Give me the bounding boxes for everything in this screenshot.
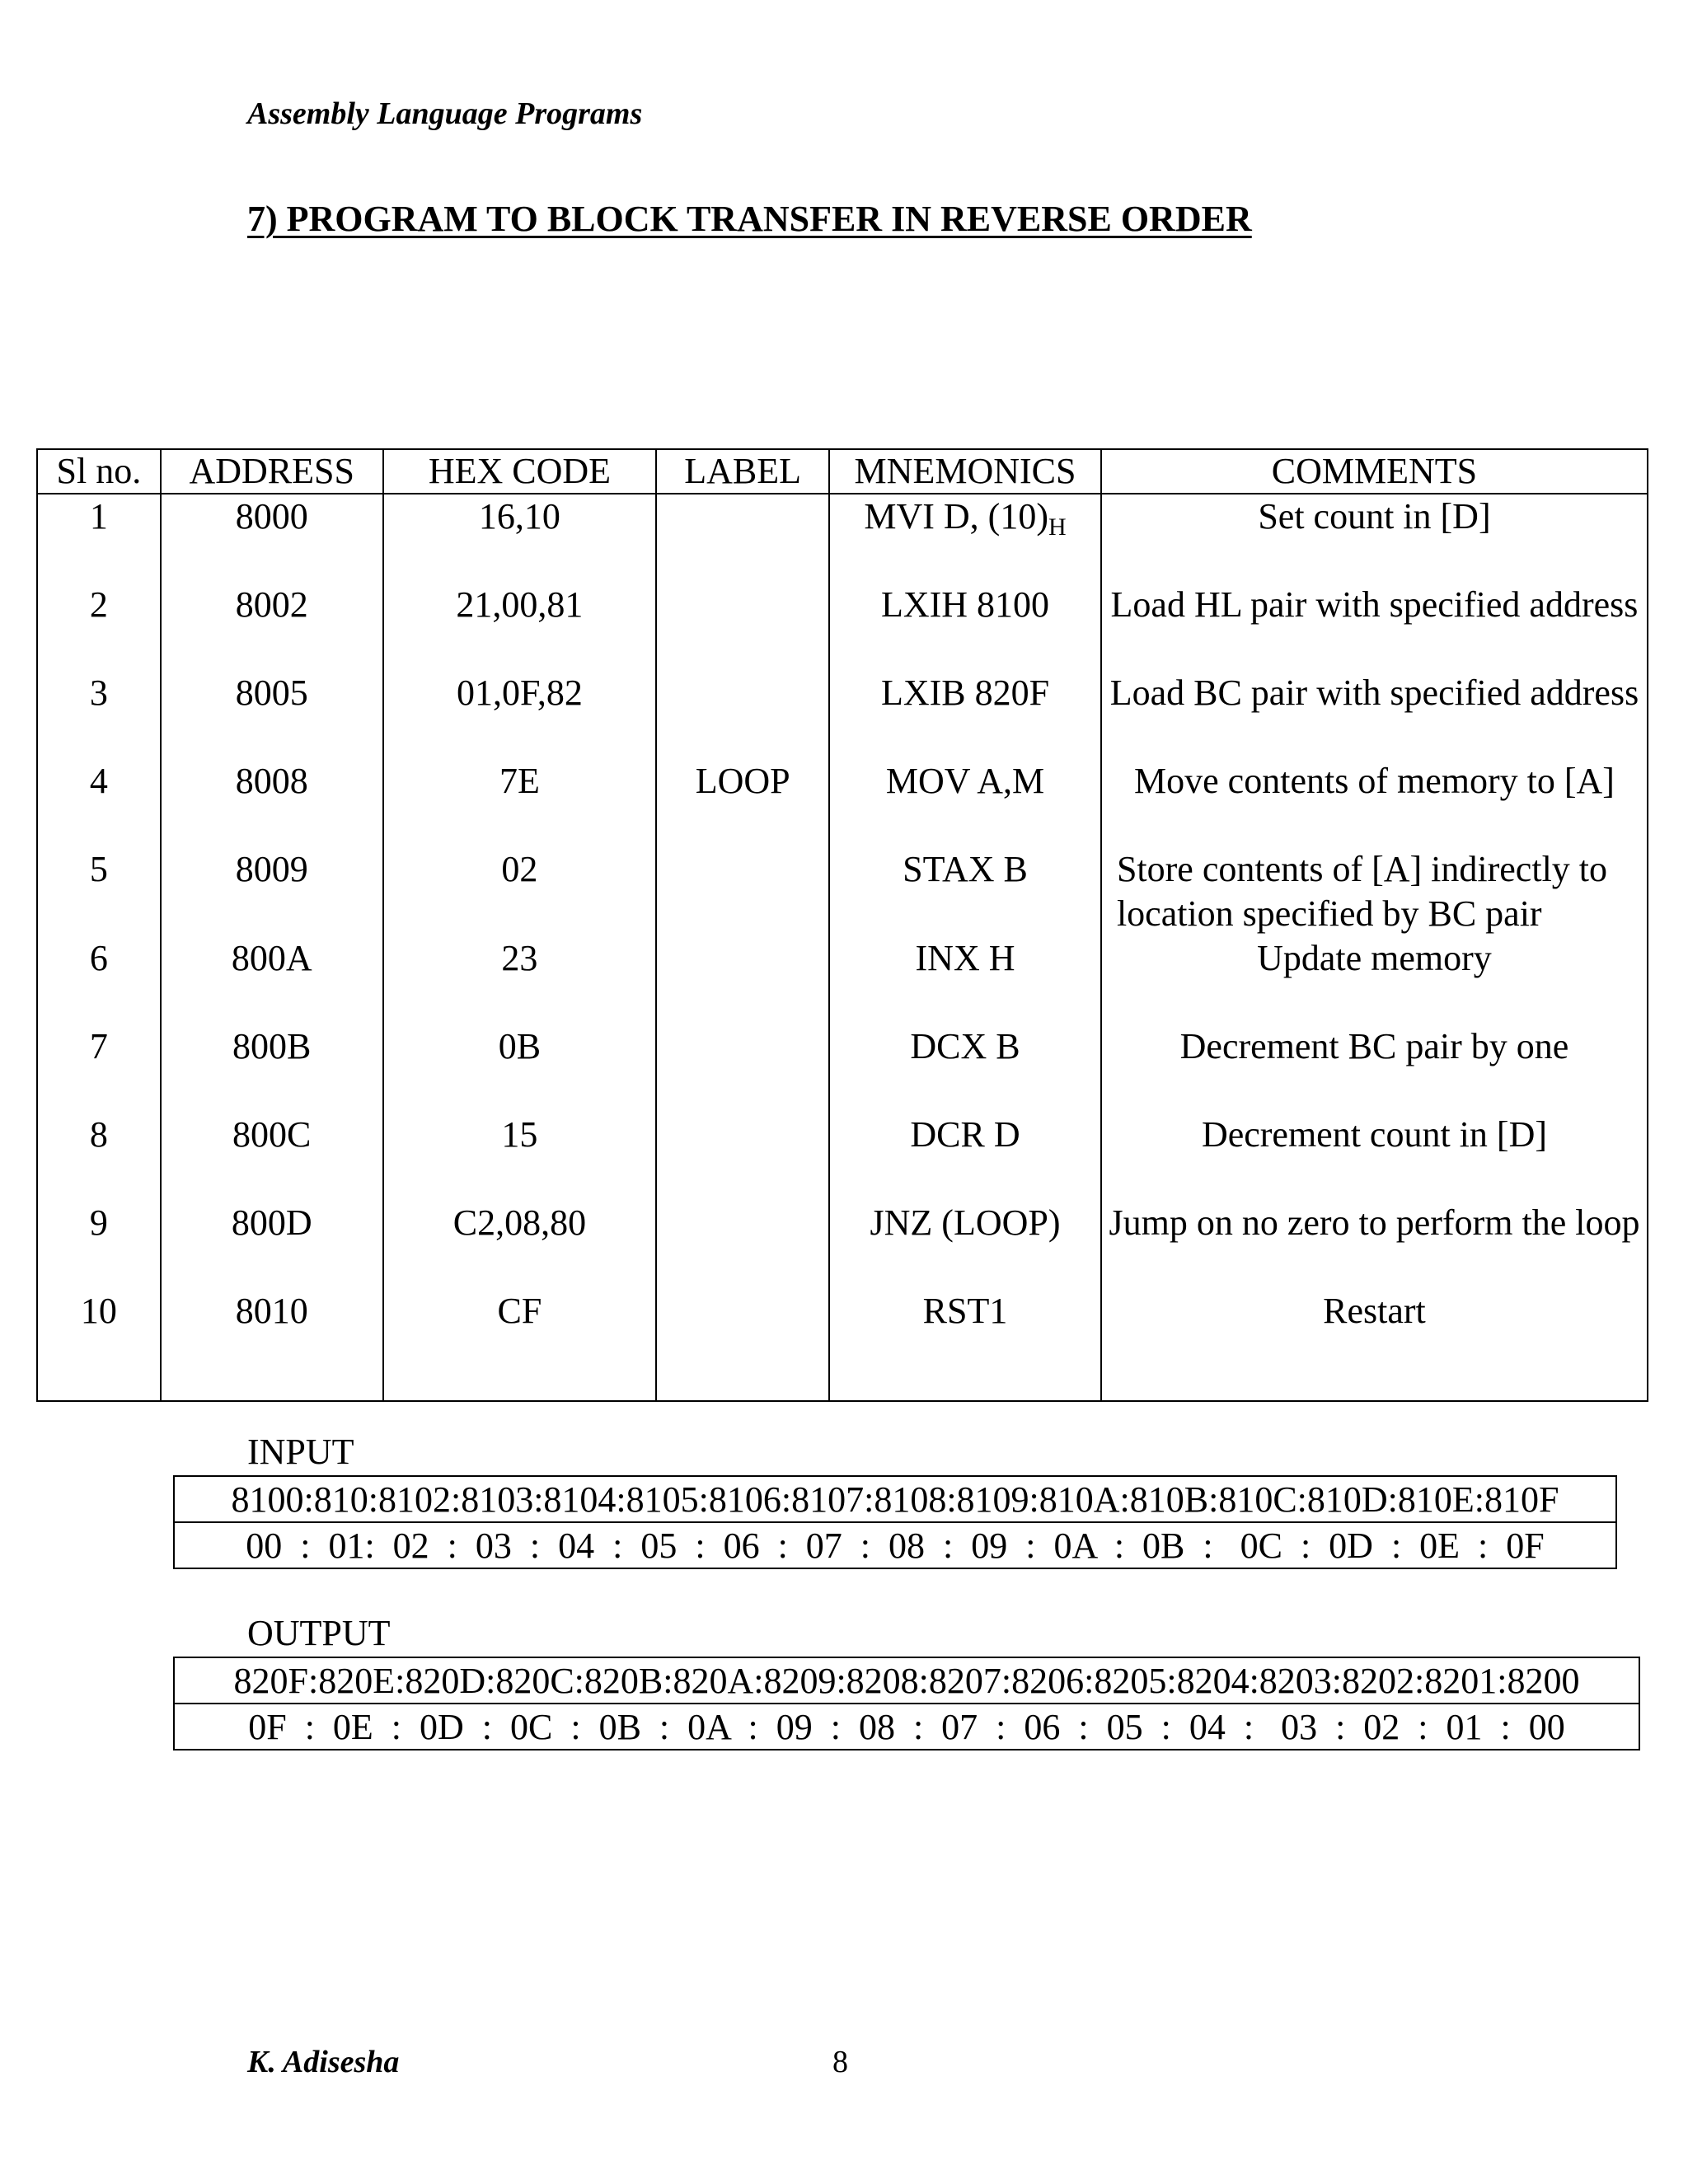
cell-label <box>656 583 829 671</box>
cell-label <box>656 1201 829 1289</box>
mnemonic-text: MVI D, (10) <box>864 496 1048 537</box>
table-row <box>37 1113 1648 1201</box>
mnemonic-text: STAX B <box>903 849 1028 889</box>
cell-label <box>656 847 829 936</box>
footer-author: K. Adisesha <box>247 2045 400 2079</box>
input-table <box>173 1475 1617 1569</box>
cell-comment: Store contents of [A] indirectly to location specified by BC pair <box>1101 847 1648 936</box>
mnemonic-text: DCX B <box>910 1026 1020 1066</box>
cell-comment: Move contents of memory to [A] <box>1101 759 1648 847</box>
cell-sl: 1 <box>37 494 161 583</box>
cell-mnemonic <box>829 1113 1101 1201</box>
col-hex-header: HEX CODE <box>383 449 657 494</box>
cell-address: 800B <box>161 1024 383 1113</box>
table-row <box>37 1024 1648 1113</box>
cell-hex: 21,00,81 <box>383 583 657 671</box>
table-row <box>37 671 1648 759</box>
cell-sl: 4 <box>37 759 161 847</box>
program-table-header <box>37 449 1648 494</box>
cell-sl: 3 <box>37 671 161 759</box>
cell-comment: Decrement count in [D] <box>1101 1113 1648 1201</box>
table-row <box>37 583 1648 671</box>
cell-address: 8009 <box>161 847 383 936</box>
cell-label <box>656 671 829 759</box>
mnemonic-text: RST1 <box>922 1291 1008 1331</box>
input-values: 00 : 01: 02 : 03 : 04 : 05 : 06 : 07 : 08 : 09 : 0A : 0B : 0C : 0D : 0E : 0F <box>174 1522 1616 1568</box>
col-mnemonics-header: MNEMONICS <box>829 449 1101 494</box>
cell-comment: Restart <box>1101 1289 1648 1401</box>
cell-label <box>656 1024 829 1113</box>
cell-sl: 9 <box>37 1201 161 1289</box>
cell-sl: 2 <box>37 583 161 671</box>
cell-comment: Set count in [D] <box>1101 494 1648 583</box>
table-row <box>37 936 1648 1024</box>
cell-mnemonic <box>829 583 1101 671</box>
cell-sl: 8 <box>37 1113 161 1201</box>
input-caption: INPUT <box>247 1432 354 1472</box>
cell-label <box>656 494 829 583</box>
cell-mnemonic <box>829 671 1101 759</box>
cell-address: 8005 <box>161 671 383 759</box>
cell-sl: 5 <box>37 847 161 936</box>
cell-hex: 0B <box>383 1024 657 1113</box>
cell-address: 8000 <box>161 494 383 583</box>
cell-hex: 02 <box>383 847 657 936</box>
cell-label <box>656 1289 829 1401</box>
cell-hex: 01,0F,82 <box>383 671 657 759</box>
mnemonic-text: JNZ (LOOP) <box>870 1202 1061 1243</box>
cell-label <box>656 1113 829 1201</box>
cell-comment: Load HL pair with specified address <box>1101 583 1648 671</box>
cell-address: 800D <box>161 1201 383 1289</box>
cell-hex: 15 <box>383 1113 657 1201</box>
table-row <box>37 759 1648 847</box>
program-table <box>36 448 1648 1402</box>
program-title: 7) PROGRAM TO BLOCK TRANSFER IN REVERSE ORDER <box>247 199 1252 239</box>
cell-address: 800A <box>161 936 383 1024</box>
input-addresses: 8100:810:8102:8103:8104:8105:8106:8107:8108:8109:810A:810B:810C:810D:810E:810F <box>174 1476 1616 1522</box>
output-values: 0F : 0E : 0D : 0C : 0B : 0A : 09 : 08 : 07 : 06 : 05 : 04 : 03 : 02 : 01 : 00 <box>174 1704 1639 1750</box>
cell-mnemonic <box>829 936 1101 1024</box>
cell-hex: 23 <box>383 936 657 1024</box>
cell-hex: 7E <box>383 759 657 847</box>
cell-hex: 16,10 <box>383 494 657 583</box>
col-comments-header: COMMENTS <box>1101 449 1648 494</box>
table-row <box>37 847 1648 936</box>
mnemonic-text: INX H <box>915 938 1015 978</box>
cell-hex: CF <box>383 1289 657 1401</box>
col-address-header: ADDRESS <box>161 449 383 494</box>
cell-sl: 6 <box>37 936 161 1024</box>
cell-comment: Update memory <box>1101 936 1648 1024</box>
page-number: 8 <box>832 2045 848 2079</box>
col-label-header: LABEL <box>656 449 829 494</box>
cell-mnemonic <box>829 1289 1101 1401</box>
cell-hex: C2,08,80 <box>383 1201 657 1289</box>
mnemonic-subscript: H <box>1048 513 1067 541</box>
cell-address: 8008 <box>161 759 383 847</box>
cell-mnemonic <box>829 1024 1101 1113</box>
mnemonic-text: LXIH 8100 <box>880 584 1050 625</box>
mnemonic-text: LXIB 820F <box>880 673 1050 713</box>
table-row <box>37 1201 1648 1289</box>
cell-label <box>656 936 829 1024</box>
cell-comment: Decrement BC pair by one <box>1101 1024 1648 1113</box>
cell-mnemonic <box>829 759 1101 847</box>
cell-mnemonic <box>829 847 1101 936</box>
mnemonic-text: MOV A,M <box>885 761 1045 801</box>
output-addresses: 820F:820E:820D:820C:820B:820A:8209:8208:8207:8206:8205:8204:8203:8202:8201:8200 <box>174 1657 1639 1704</box>
cell-comment: Load BC pair with specified address <box>1101 671 1648 759</box>
cell-sl: 7 <box>37 1024 161 1113</box>
running-header: Assembly Language Programs <box>247 96 643 131</box>
cell-label: LOOP <box>656 759 829 847</box>
cell-comment: Jump on no zero to perform the loop <box>1101 1201 1648 1289</box>
mnemonic-text: DCR D <box>910 1114 1020 1155</box>
cell-address: 8002 <box>161 583 383 671</box>
cell-address: 8010 <box>161 1289 383 1401</box>
table-row <box>37 494 1648 583</box>
cell-address: 800C <box>161 1113 383 1201</box>
table-row <box>37 1289 1648 1401</box>
output-caption: OUTPUT <box>247 1613 391 1653</box>
cell-sl: 10 <box>37 1289 161 1401</box>
cell-mnemonic <box>829 1201 1101 1289</box>
col-sl-header: Sl no. <box>37 449 161 494</box>
output-table <box>173 1657 1640 1750</box>
cell-mnemonic <box>829 494 1101 583</box>
